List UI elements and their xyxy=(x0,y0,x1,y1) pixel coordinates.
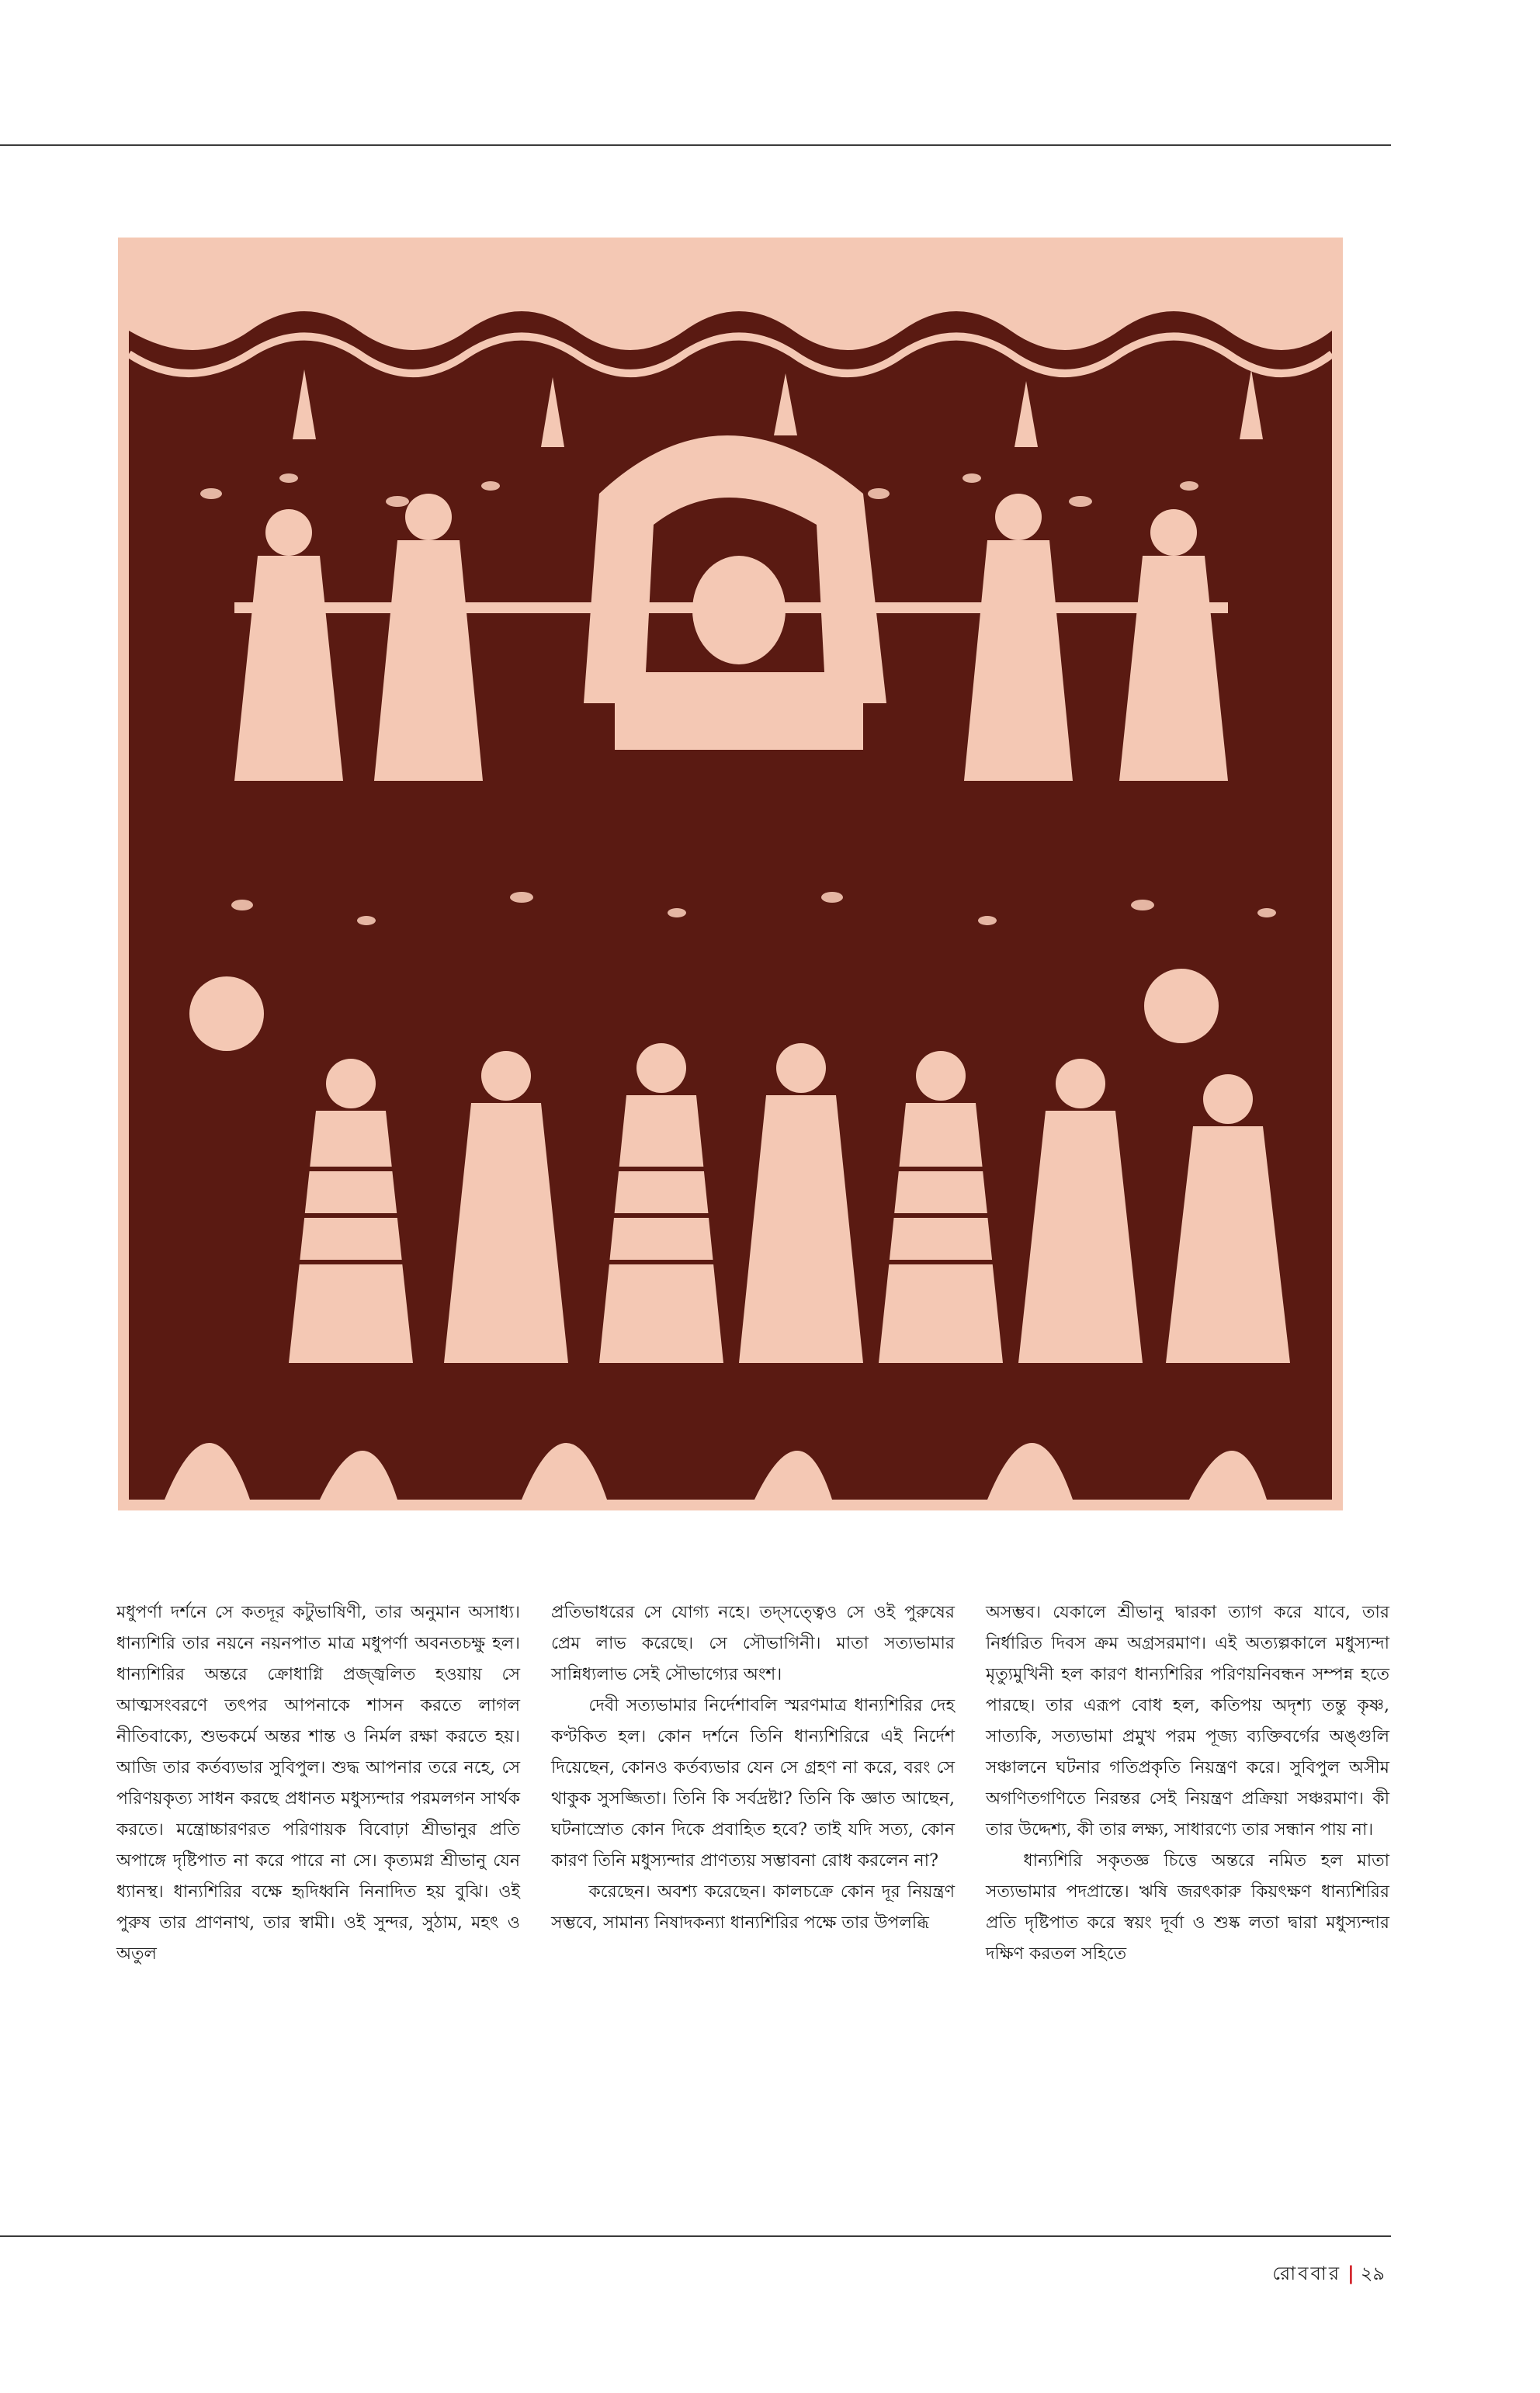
paragraph: ধান্যশিরি সকৃতজ্ঞ চিত্তে অন্তরে নমিত হল মাতা সত্যভামার পদপ্রান্তে। ঋষি জরৎকারু কিয়ৎক্ষণ ধান্যশিরির প্রতি দৃষ্টিপাত করে স্বয়ং দূর্বা ও শুষ্ক লতা দ্বারা মধুস্যন্দার দক্ষিণ করতল সহিতে xyxy=(986,1851,1389,1964)
illustration xyxy=(118,238,1343,1510)
page-footer xyxy=(1272,2260,1385,2287)
bottom-rule xyxy=(0,2235,1391,2237)
top-rule xyxy=(0,144,1391,146)
paragraph: দেবী সত্যভামার নির্দেশাবলি স্মরণমাত্র ধান্যশিরির দেহ কণ্টকিত হল। কোন দর্শনে তিনি ধান্যশিরিরে এই নির্দেশ দিয়েছেন, কোনও কর্তব্যভার যেন সে গ্রহণ না করে, বরং সে থাকুক সুসজ্জিতা। তিনি কি সর্বদ্রষ্টা? তিনি কি জ্ঞাত আছেন, ঘটনাস্রোত কোন দিকে প্রবাহিত হবে? তাই যদি সত্য, কোন কারণ তিনি মধুস্যন্দার প্রাণত্যয় সম্ভাবনা রোধ করলেন না? xyxy=(551,1696,955,1871)
paragraph: মধুপর্ণা দর্শনে সে কতদূর কটুভাষিণী, তার অনুমান অসাধ্য। ধান্যশিরি তার নয়নে নয়নপাত মাত্র মধুপর্ণা অবনতচক্ষু হল। ধান্যশিরির অন্তরে ক্রোধাগ্নি প্রজ্জ্বলিত হওয়ায় সে আত্মসংবরণে তৎপর আপনাকে শাসন করতে লাগল নীতিবাক্যে, শুভকর্মে অন্তর শান্ত ও নির্মল রক্ষা করতে হয়। আজি তার কর্তব্যভার সুবিপুল। শুদ্ধ আপনার তরে নহে, সে পরিণয়কৃত্য সাধন করছে প্রধানত মধুস্যন্দার পরমলগন সার্থক করতে। মন্ত্রোচ্চারণরত পরিণায়ক বিবোঢ়া শ্রীভানুর প্রতি অপাঙ্গে দৃষ্টিপাত না করে পারে না সে। কৃত্যমগ্ন শ্রীভানু যেন ধ্যানস্থ। ধান্যশিরির বক্ষে হৃদিধ্বনি নিনাদিত হয় বুঝি। ওই পুরুষ তার প্রাণনাথ, তার স্বামী। ওই সুন্দর, সুঠাম, মহৎ ও অতুল xyxy=(116,1603,520,1964)
text-column-1 xyxy=(116,1597,520,1970)
magazine-name: রোববার xyxy=(1272,2263,1342,2284)
paragraph: প্রতিভাধরের সে যোগ্য নহে। তদ্‌সত্ত্বেও সে ওই পুরুষের প্রেম লাভ করেছে। সে সৌভাগিনী। মাতা সত্যভামার সান্নিধ্যলাভ সেই সৌভাগ্যের অংশ। xyxy=(551,1603,955,1684)
paragraph: অসম্ভব। যেকালে শ্রীভানু দ্বারকা ত্যাগ করে যাবে, তার নির্ধারিত দিবস ক্রম অগ্রসরমাণ। এই অত্যল্পকালে মধুস্যন্দা মৃত্যুমুখিনী হল কারণ ধান্যশিরির পরিণয়নিবন্ধন সম্পন্ন হতে পারছে। তার এরূপ বোধ হল, কতিপয় অদৃশ্য তন্তু কৃষ্ণ, সাত্যকি, সত্যভামা প্রমুখ পরম পূজ্য ব্যক্তিবর্গের অঙ্গুলি সঞ্চালনে ঘটনার গতিপ্রকৃতি নিয়ন্ত্রণ করে। সুবিপুল অসীম অগণিতগণিতে নিরন্তর সেই নিয়ন্ত্রণ প্রক্রিয়া সঞ্চরমাণ। কী তার উদ্দেশ্য, কী তার লক্ষ্য, সাধারণ্যে তার সন্ধান পায় না। xyxy=(986,1603,1389,1840)
text-column-3 xyxy=(986,1597,1389,1970)
woodcut-procession-illustration-icon xyxy=(118,238,1343,1510)
paragraph: করেছেন। অবশ্য করেছেন। কালচক্রে কোন দূর নিয়ন্ত্রণ সম্ভবে, সামান্য নিষাদকন্যা ধান্যশিরির পক্ষে তার উপলব্ধি xyxy=(551,1882,955,1933)
page-number: ২৯ xyxy=(1360,2263,1385,2284)
footer-separator: | xyxy=(1348,2263,1354,2284)
text-column-2 xyxy=(551,1597,955,1939)
article-body xyxy=(116,1597,1389,2187)
